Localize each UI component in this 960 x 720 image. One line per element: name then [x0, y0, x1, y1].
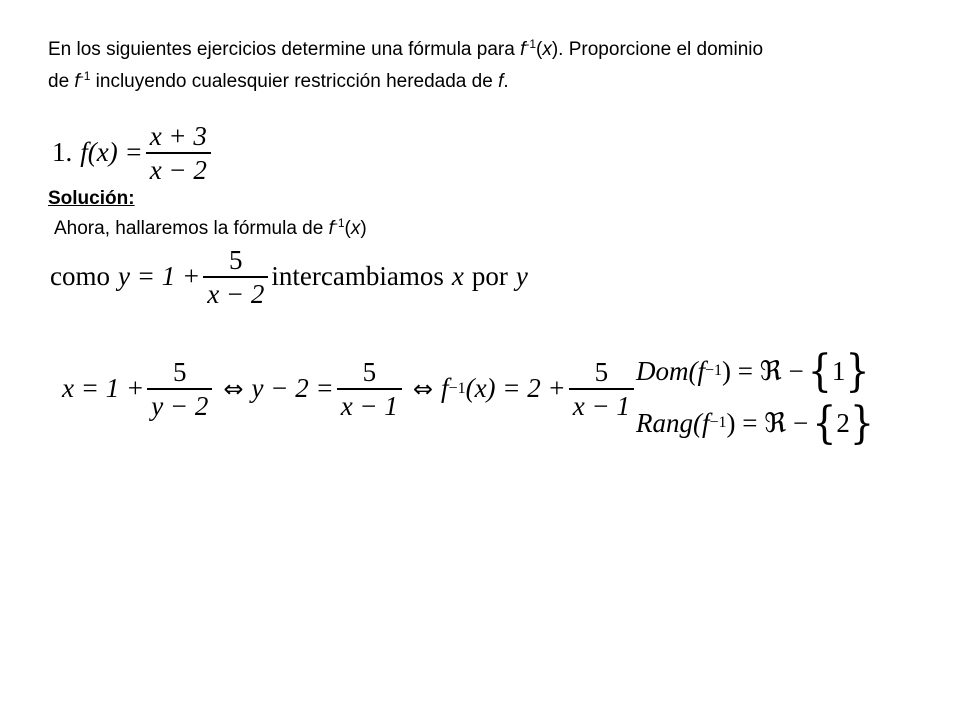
inverse-superscript: -1	[333, 216, 345, 230]
paren-open: (	[536, 39, 543, 60]
variable-x: x	[542, 39, 552, 60]
range-equation: Rang( f −1 ) = ℜ − { 2 }	[636, 397, 875, 449]
exercise-1-equation	[52, 120, 214, 186]
fraction-numerator: 5	[173, 357, 187, 387]
paren-close: )	[360, 218, 367, 239]
step2-c-fraction	[569, 356, 634, 422]
word-intercambiamos: intercambiamos	[271, 261, 444, 292]
function-symbol: f	[520, 39, 526, 60]
step2-b-fraction	[337, 356, 402, 422]
range-rest: ) = ℜ −	[726, 407, 809, 438]
intro-text: ). Proporcione el dominio	[551, 39, 764, 60]
step-2-equation: x = 1 + $\frac{5}{y - 2}$ ⇔ y − 2 = $\frac{5}{x - 1}$ ⇔ f −1 (x) = 2 + $\frac{5}{x - 1}$	[62, 356, 637, 422]
intro-line-1	[48, 36, 763, 64]
domain-excluded-value: 1	[831, 355, 846, 386]
range-label: Rang(	[636, 407, 702, 438]
fraction-denominator: x − 2	[149, 154, 207, 185]
fraction-denominator: x − 2	[207, 278, 265, 309]
domain-label: Dom(	[636, 355, 698, 386]
function-symbol: f	[441, 373, 449, 404]
step1-lhs: y = 1 +	[118, 261, 201, 292]
intro-line-2	[48, 68, 509, 96]
domain-rest: ) = ℜ −	[722, 355, 804, 386]
domain-equation: Dom( f −1 ) = ℜ − { 1 }	[636, 345, 870, 397]
exercise-lhs: f(x) =	[80, 137, 143, 168]
fraction-numerator: 5	[362, 357, 377, 387]
step2-b-lhs: y − 2 =	[251, 373, 334, 404]
brace-open: {	[807, 345, 832, 397]
step2-a-fraction	[147, 356, 212, 422]
variable-x: x	[350, 218, 361, 239]
function-symbol: f	[328, 218, 334, 239]
intro-text: En los siguientes ejercicios determine una fórmula para	[48, 39, 521, 60]
fraction-denominator: x − 1	[572, 390, 630, 421]
brace-open: {	[812, 397, 837, 449]
brace-close: }	[845, 345, 870, 397]
exercise-fraction	[146, 120, 211, 186]
intro-text: incluyendo cualesquier restricción heredada de	[90, 71, 499, 92]
function-symbol: f	[701, 407, 710, 438]
fraction-denominator: y − 2	[151, 390, 209, 421]
intro-text: de	[48, 71, 75, 92]
word-por: por	[471, 261, 508, 292]
step1-fraction	[203, 244, 268, 310]
solution-text	[54, 215, 367, 243]
paren-open: (	[344, 218, 351, 239]
function-symbol: f	[498, 71, 504, 92]
variable-y: y	[515, 261, 528, 292]
inverse-superscript: -1	[79, 69, 91, 83]
exercise-number: 1.	[52, 137, 73, 168]
fraction-denominator: x − 1	[340, 390, 398, 421]
iff-arrow-icon: ⇔	[223, 374, 244, 403]
brace-close: }	[849, 397, 875, 449]
solution-sentence: Ahora, hallaremos la fórmula de	[54, 218, 329, 239]
step2-a-lhs: x = 1 +	[62, 373, 145, 404]
intro-text: .	[503, 71, 509, 92]
fraction-numerator: 5	[229, 245, 243, 275]
inverse-superscript: -1	[525, 37, 537, 51]
fraction-numerator: x + 3	[149, 121, 207, 151]
word-como: como	[50, 261, 110, 292]
step2-c-lhs: (x) = 2 +	[465, 373, 566, 404]
solution-heading: Solución:	[48, 188, 135, 209]
variable-x: x	[451, 261, 464, 292]
fraction-numerator: 5	[594, 357, 609, 387]
iff-arrow-icon: ⇔	[412, 374, 434, 403]
step-1-equation	[50, 244, 528, 310]
function-symbol: f	[74, 71, 80, 92]
function-symbol: f	[697, 355, 706, 386]
range-excluded-value: 2	[836, 407, 850, 438]
